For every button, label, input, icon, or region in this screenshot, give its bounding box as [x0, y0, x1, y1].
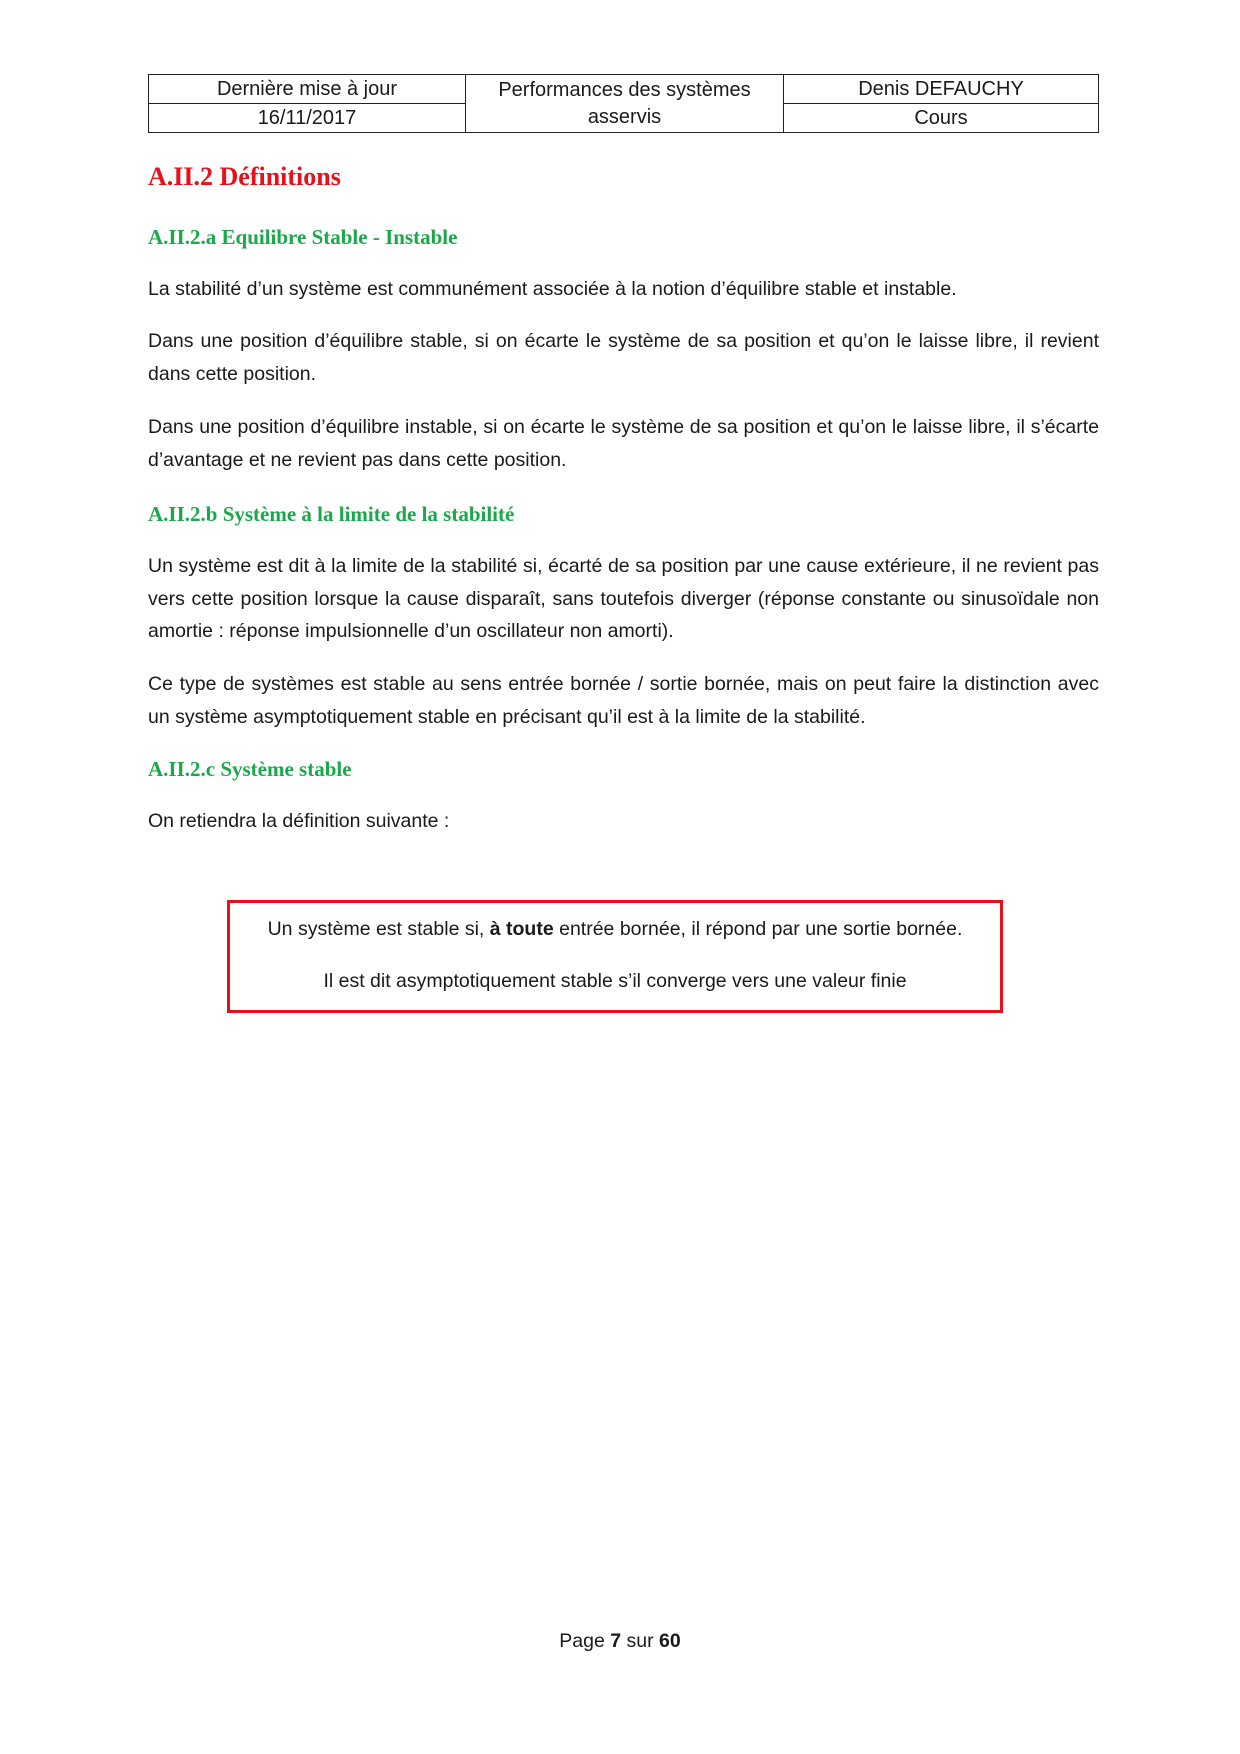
definition-box [227, 900, 1003, 1013]
definition-text: entrée bornée, il répond par une sortie bornée. [553, 918, 963, 940]
paragraph: Dans une position d’équilibre instable, si on écarte le système de sa position et qu’on le laisse libre, il s’écarte d’avantage et ne revient pas dans cette position. [148, 416, 1099, 471]
paragraph: Un système est dit à la limite de la stabilité si, écarté de sa position par une cause extérieure, il ne revient pas vers cette position lorsque la cause disparaît, sans toutefois diverger (réponse constante ou sinusoïdale non amortie : réponse impulsionnelle d’un oscillateur non amorti). [148, 555, 1099, 642]
paragraph: Ce type de systèmes est stable au sens entrée bornée / sortie bornée, mais on peut faire la distinction avec un système asymptotiquement stable en précisant qu’il est à la limite de la stabilité. [148, 673, 1099, 728]
header-table [148, 74, 1099, 133]
page-of-label: sur [621, 1630, 660, 1652]
definition-line1 [230, 918, 1000, 941]
subsection-title-a: A.II.2.a Equilibre Stable - Instable [148, 225, 458, 249]
paragraph: La stabilité d’un système est communément associée à la notion d’équilibre stable et instable. [148, 278, 957, 300]
paragraph: Dans une position d’équilibre stable, si on écarte le système de sa position et qu’on le laisse libre, il revient dans cette position. [148, 330, 1099, 385]
total-pages: 60 [659, 1630, 681, 1652]
definition-text: Un système est stable si, [267, 918, 490, 940]
document-title-line1: Performances des systèmes [498, 78, 751, 101]
paragraph: On retiendra la définition suivante : [148, 810, 450, 832]
last-update-label: Dernière mise à jour [149, 75, 466, 104]
document-title-line2: asservis [587, 105, 662, 128]
page-label: Page [559, 1630, 611, 1652]
author: Denis DEFAUCHY [784, 75, 1099, 104]
doc-type: Cours [784, 104, 1099, 133]
section-title: A.II.2 Définitions [148, 162, 341, 191]
document-title [466, 75, 784, 133]
update-date: 16/11/2017 [149, 104, 466, 133]
subsection-title-b: A.II.2.b Système à la limite de la stabilité [148, 502, 515, 526]
definition-emphasis: à toute [489, 918, 554, 940]
subsection-title-c: A.II.2.c Système stable [148, 757, 352, 781]
page-footer [0, 1630, 1240, 1653]
definition-line2: Il est dit asymptotiquement stable s’il converge vers une valeur finie [323, 970, 907, 992]
page-number: 7 [610, 1630, 622, 1652]
